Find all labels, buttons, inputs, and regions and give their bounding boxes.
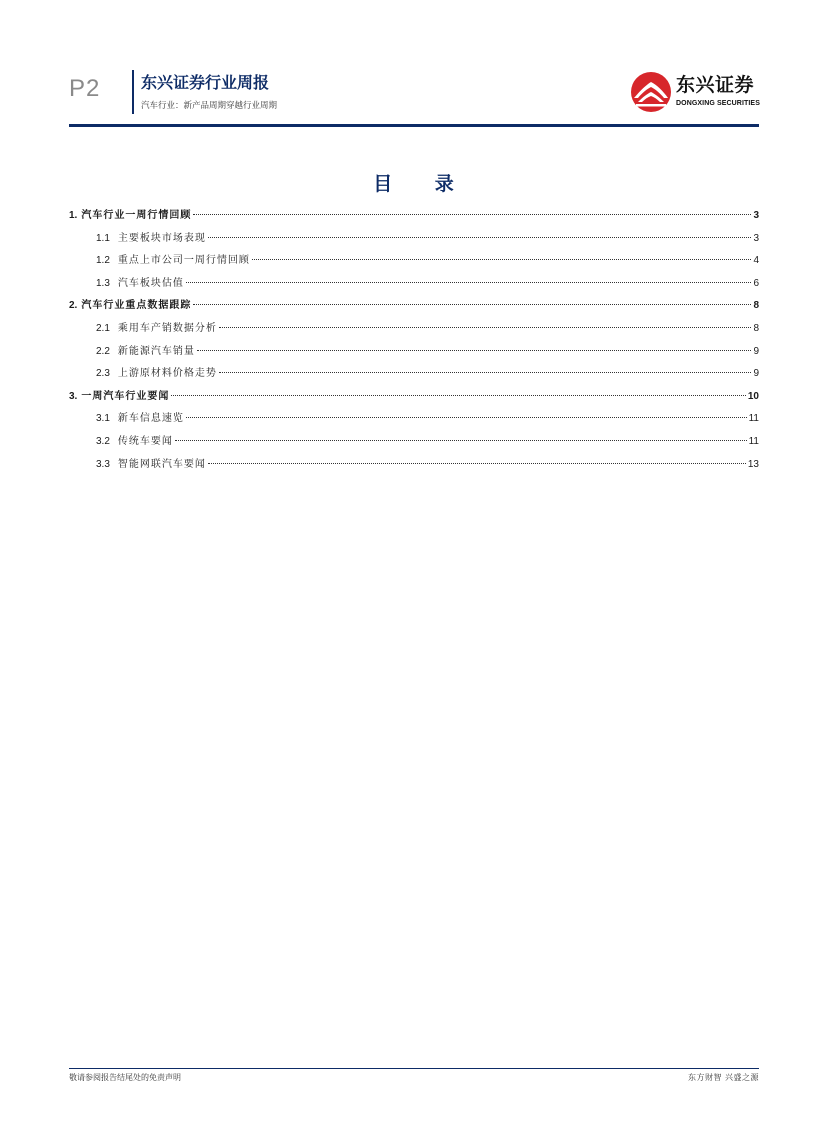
toc-entry-number: 1.3 [96, 277, 110, 289]
toc-entry-number: 1. [69, 210, 78, 221]
toc-heading: 目 录 [373, 173, 472, 195]
toc-entry[interactable] [69, 295, 759, 318]
toc-entry-label: 传统车要闻 [117, 435, 173, 447]
toc-entry-page: 8 [753, 300, 759, 312]
toc-dot-leader [219, 327, 752, 328]
toc-dot-leader [193, 304, 751, 305]
toc-entry-number: 3.2 [96, 435, 110, 447]
toc-entry-page: 3 [753, 210, 759, 221]
toc-entry-page: 11 [748, 413, 759, 425]
toc-entry-number: 2.1 [96, 322, 110, 334]
toc-entry-label: 上游原材料价格走势 [117, 368, 217, 380]
toc-entry-label: 智能网联汽车要闻 [117, 458, 206, 470]
toc-entry-page: 9 [753, 368, 759, 380]
toc-dot-leader [208, 237, 752, 238]
page-header [0, 0, 827, 130]
toc-entry[interactable] [69, 386, 759, 409]
toc-entry-page: 3 [753, 232, 759, 244]
toc-entry-label: 汽车行业重点数据跟踪 [81, 300, 192, 312]
toc-entry-page: 9 [753, 345, 759, 357]
toc-dot-leader [186, 417, 747, 418]
toc-dot-leader [252, 259, 752, 260]
toc-entry-number: 2. [69, 300, 78, 312]
toc-entry-page: 6 [753, 277, 759, 289]
toc-dot-leader [193, 214, 751, 215]
toc-dot-leader [175, 440, 747, 441]
toc-entry-number: 1.2 [96, 255, 110, 267]
toc-entry-number: 2.3 [96, 368, 110, 380]
logo-mark-icon [630, 71, 672, 113]
toc-entry-page: 8 [753, 322, 759, 334]
toc-entry-label: 重点上市公司一周行情回顾 [117, 255, 250, 267]
toc-entry[interactable] [69, 431, 759, 454]
toc-dot-leader [219, 372, 752, 373]
toc-dot-leader [186, 282, 752, 283]
toc-entry-page: 13 [747, 458, 759, 470]
toc-entry[interactable] [69, 250, 759, 273]
report-title: 东兴证券行业周报 [141, 73, 270, 92]
toc-entry-number: 3.3 [96, 458, 110, 470]
report-subtitle: 汽车行业：新产品周期穿越行业周期 [141, 101, 278, 111]
toc-entry-label: 新车信息速览 [117, 413, 184, 425]
toc-entry[interactable] [69, 454, 759, 477]
toc-dot-leader [208, 463, 746, 464]
toc-entry-label: 新能源汽车销量 [117, 345, 195, 357]
toc-entry-label: 主要板块市场表现 [117, 232, 206, 244]
toc-entry-label: 汽车板块估值 [117, 277, 184, 289]
page-number: P2 [69, 75, 101, 102]
toc-entry[interactable] [69, 228, 759, 251]
toc-entry-number: 2.2 [96, 345, 110, 357]
toc-entry-number: 3. [69, 390, 78, 402]
footer-disclaimer: 敬请参阅报告结尾处的免责声明 [69, 1073, 181, 1082]
toc-entry-label: 乘用车产销数据分析 [117, 322, 217, 334]
toc-entry-label: 汽车行业一周行情回顾 [81, 210, 192, 221]
toc-dot-leader [171, 395, 746, 396]
toc-entry[interactable] [69, 363, 759, 386]
header-divider [132, 70, 134, 114]
toc-entry-page: 4 [753, 255, 759, 267]
toc-entry[interactable] [69, 318, 759, 341]
toc-entry-page: 10 [747, 390, 759, 402]
footer-rule [69, 1068, 759, 1069]
toc-entry[interactable] [69, 205, 759, 228]
header-rule [69, 124, 759, 127]
footer-slogan: 东方财智 兴盛之源 [687, 1073, 759, 1082]
table-of-contents [69, 205, 759, 476]
company-logo [630, 71, 760, 115]
logo-text-cn: 东兴证券 [676, 74, 755, 96]
toc-entry-label: 一周汽车行业要闻 [81, 390, 170, 402]
toc-entry-number: 3.1 [96, 413, 110, 425]
toc-entry-number: 1.1 [96, 232, 110, 244]
logo-text-en: DONGXING SECURITIES [676, 100, 760, 107]
toc-entry-page: 11 [748, 435, 759, 447]
toc-entry[interactable] [69, 273, 759, 296]
toc-entry[interactable] [69, 408, 759, 431]
toc-dot-leader [197, 350, 752, 351]
toc-entry[interactable] [69, 341, 759, 364]
